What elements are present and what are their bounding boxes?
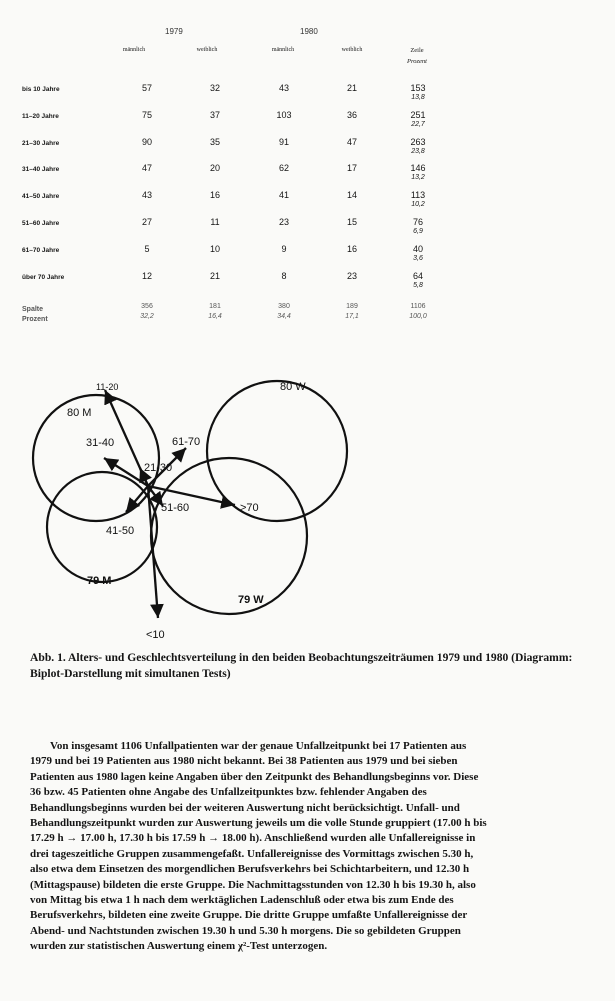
table-cell: 11 — [210, 217, 220, 227]
table-cell: 21 — [209, 271, 220, 281]
table-cell: 251 — [410, 110, 426, 120]
body-line: von Mittag bis etwa 1 h nach dem werktäglichen Ladenschluß oder etwa bis zum Ende des — [30, 894, 454, 907]
totals-percent-label: Prozent — [22, 316, 48, 323]
total-cell: 181 — [209, 303, 221, 310]
body-line: Behandlungszeitpunkt wurden zur Auswertung jeweils um die volle Stunde gruppiert (17.00 h bis — [30, 817, 487, 830]
col-header-m79: männlich — [122, 47, 146, 53]
table-row — [0, 190, 615, 208]
body-paragraph — [30, 739, 590, 955]
label-80m: 80 M — [67, 407, 92, 419]
table-cell: 90 — [141, 137, 152, 147]
col-header-w79: weiblich — [196, 47, 218, 53]
table-cell: 40 — [412, 244, 423, 254]
body-line: Berufsverkehrs, bildeten eine zweite Gruppe. Die dritte Gruppe umfaßte Unfallereignisse der — [30, 909, 468, 922]
total-percent-cell: 34,4 — [277, 313, 291, 320]
table-cell: 62 — [278, 163, 289, 173]
table-cell: 43 — [278, 83, 289, 93]
table-cell: 35 — [209, 137, 220, 147]
total-cell: 189 — [346, 303, 358, 310]
label-31-40: 31-40 — [86, 437, 115, 449]
col-header-w80: weiblich — [341, 47, 363, 53]
body-line: 1979 und bei 19 Patienten aus 1980 nicht bekannt. Bei 38 Patienten aus 1979 und bei sieben — [30, 755, 458, 768]
table-cell: 113 — [410, 190, 426, 200]
figure-caption: Abb. 1. Alters- und Geschlechtsverteilung in den beiden Beobachtungszeiträumen 1979 und 1980 (Diagramm: Biplot-Darstellung mit simultanen Tests) — [30, 651, 573, 680]
table-row — [0, 110, 615, 128]
label-21-30: 21-30 — [144, 462, 173, 474]
body-line: Von insgesamt 1106 Unfallpatienten war der genaue Unfallzeitpunkt bei 17 Patienten aus — [50, 740, 467, 752]
table-cell: 37 — [209, 110, 220, 120]
table-cell: 263 — [410, 137, 426, 147]
total-percent-cell: 32,2 — [140, 313, 154, 320]
table-cell: 9 — [281, 244, 287, 254]
label-11-20: 11-20 — [96, 382, 119, 392]
row-label: 31–40 Jahre — [22, 166, 60, 173]
table-cell: 103 — [276, 110, 292, 120]
label-51-60: 51-60 — [161, 502, 190, 514]
table-cell: 32 — [209, 83, 220, 93]
table-row — [0, 217, 615, 235]
total-percent-cell: 100,0 — [409, 313, 427, 320]
circle-79m — [47, 472, 157, 582]
table-cell: 47 — [346, 137, 357, 147]
table-cell: 12 — [141, 271, 152, 281]
col-header-m80: männlich — [271, 47, 295, 53]
body-line: 17.29 h → 17.00 h, 17.30 h bis 17.59 h → 18.00 h). Anschließend wurden alle Unfallereignisse in — [30, 832, 476, 845]
total-cell: 380 — [278, 303, 290, 310]
table-row — [0, 137, 615, 155]
table-cell: 41 — [278, 190, 289, 200]
body-line: 36 bzw. 45 Patienten ohne Angabe des Unfallzeitpunktes bzw. fehlender Angaben des — [30, 786, 427, 799]
table-cell: 20 — [209, 163, 220, 173]
table-cell: 27 — [141, 217, 152, 227]
col-header-row-total: Zeile — [410, 47, 424, 54]
table-cell: 5 — [144, 244, 150, 254]
circle-79w — [151, 458, 307, 614]
table-cell: 23 — [346, 271, 357, 281]
row-percent: 13,2 — [411, 174, 425, 181]
body-line: also etwa dem Einsetzen des morgendlichen Berufsverkehrs bei Schichtarbeitern, und 12.30 h — [30, 863, 470, 876]
label-under-10: <10 — [146, 629, 165, 641]
row-label: 61–70 Jahre — [22, 247, 60, 254]
row-percent: 22,7 — [411, 121, 425, 128]
body-line: Behandlungsbeginns wurden bei der weiteren Auswertung nicht berücksichtigt. Unfall- und — [30, 801, 460, 814]
table-cell: 75 — [141, 110, 152, 120]
table-cell: 16 — [346, 244, 357, 254]
table-cell: 14 — [346, 190, 357, 200]
table-cell: 57 — [141, 83, 152, 93]
biplot-diagram — [0, 360, 615, 650]
body-line: (Mittagspause) bildeten die erste Gruppe. Die Nachmittagsstunden von 12.30 h bis 19.30 h, also — [30, 878, 476, 891]
totals-label: Spalte — [22, 306, 44, 313]
table-cell: 10 — [209, 244, 220, 254]
label-80w: 80 W — [280, 381, 306, 393]
label-79w: 79 W — [238, 594, 264, 606]
row-percent: 13,8 — [411, 94, 425, 101]
row-percent: 23,8 — [411, 148, 425, 155]
year-1979-header: 1979 — [165, 27, 183, 36]
label-61-70: 61-70 — [172, 436, 201, 448]
table-row — [0, 83, 615, 101]
table-cell: 43 — [141, 190, 152, 200]
table-cell: 23 — [278, 217, 289, 227]
table-cell: 64 — [412, 271, 423, 281]
total-cell: 356 — [141, 303, 153, 310]
table-cell: 76 — [412, 217, 423, 227]
table-cell: 16 — [209, 190, 220, 200]
table-cell: 91 — [278, 137, 289, 147]
year-1980-header: 1980 — [300, 27, 318, 36]
row-label: über 70 Jahre — [22, 274, 65, 281]
body-line: Abend- und Nachtstunden zwischen 19.30 h und 5.30 h morgens. Die so gebildeten Gruppen — [30, 924, 461, 937]
label-41-50: 41-50 — [106, 525, 135, 537]
table-cell: 153 — [410, 83, 426, 93]
table-cell: 15 — [346, 217, 357, 227]
row-percent: 6,9 — [413, 228, 423, 235]
col-header-percent: Prozent — [407, 58, 427, 65]
total-percent-cell: 17,1 — [345, 313, 359, 320]
table-row — [0, 271, 615, 289]
body-line: wurden zur statistischen Auswertung einem χ²-Test unterzogen. — [30, 940, 328, 953]
row-percent: 10,2 — [411, 201, 425, 208]
label-79m: 79 M — [87, 575, 112, 587]
label-over-70: >70 — [240, 502, 259, 514]
table-cell: 8 — [281, 271, 287, 281]
table-cell: 47 — [141, 163, 152, 173]
table-cell: 17 — [346, 163, 357, 173]
row-label: bis 10 Jahre — [22, 86, 60, 93]
table-row — [0, 244, 615, 262]
circle-80w — [207, 381, 347, 521]
row-label: 21–30 Jahre — [22, 140, 60, 147]
body-line: drei tageszeitliche Gruppen zusammengefaßt. Unfallereignisse des Vormittags zwischen 5.30 h, — [30, 847, 474, 860]
row-percent: 3,6 — [413, 255, 423, 262]
row-label: 41–50 Jahre — [22, 193, 60, 200]
total-cell: 1106 — [410, 303, 426, 310]
row-label: 51–60 Jahre — [22, 220, 60, 227]
total-percent-cell: 16,4 — [208, 313, 222, 320]
table-row — [0, 163, 615, 181]
table-cell: 36 — [346, 110, 357, 120]
table-cell: 21 — [346, 83, 357, 93]
row-percent: 5,8 — [413, 282, 423, 289]
row-label: 11–20 Jahre — [22, 113, 59, 120]
body-line: Patienten aus 1980 lagen keine Angaben über den Zeitpunkt des Behandlungsbeginns vor. Diese — [30, 770, 479, 783]
table-cell: 146 — [410, 163, 426, 173]
table-totals-percent-row — [0, 313, 615, 327]
